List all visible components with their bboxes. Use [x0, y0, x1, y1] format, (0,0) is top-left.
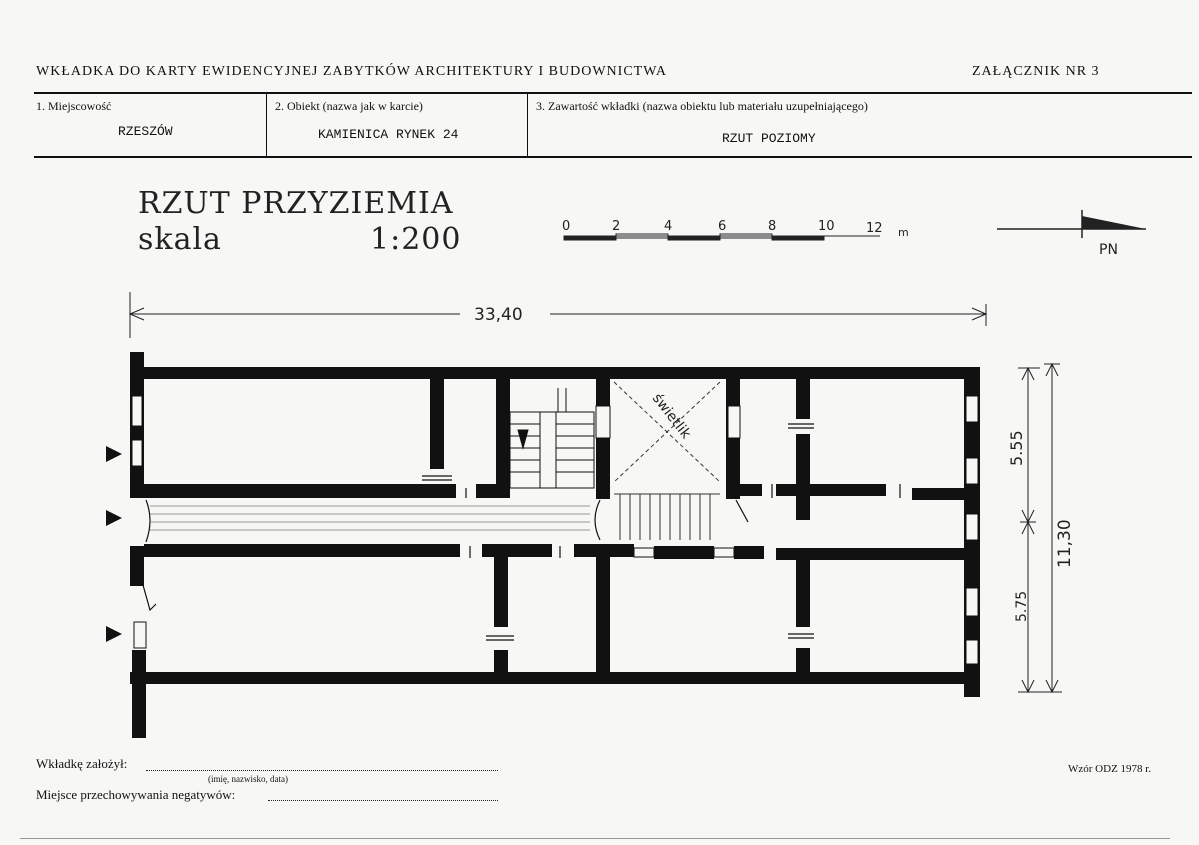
door-marks — [136, 424, 900, 640]
field-label-content: 3. Zawartość wkładki (nazwa obiektu lub materiału uzupełniającego) — [536, 99, 868, 113]
created-by-hint: (imię, nazwisko, data) — [208, 774, 288, 784]
corridor-hatching — [150, 506, 590, 530]
skylight-steps — [614, 494, 720, 540]
entrance-arrow-icons — [106, 446, 122, 642]
plan-scale-label: skala — [138, 222, 222, 257]
storage-field — [268, 800, 498, 801]
field-value-object: KAMIENICA RYNEK 24 — [318, 127, 459, 142]
created-by-label: Wkładkę założył: — [36, 756, 128, 771]
entrance-arrow-icon — [106, 510, 122, 526]
scale-tick-label: 0 — [562, 219, 571, 234]
plan-title: RZUT PRZYZIEMIA — [138, 186, 454, 221]
skylight-label: świetlik — [648, 390, 694, 442]
plan-scale-value: 1:200 — [370, 222, 462, 257]
entrance-arrow-icon — [106, 626, 122, 642]
scale-tick-label: 4 — [664, 219, 673, 234]
field-label-place: 1. Miejscowość — [36, 99, 112, 113]
dim-lower-label: 5.75 — [1014, 590, 1030, 622]
field-value-place: RZESZÓW — [118, 124, 173, 139]
staircase — [510, 388, 594, 488]
overall-length-label: 33,40 — [474, 305, 523, 325]
north-arrow-icon — [997, 210, 1146, 258]
scale-tick-label: 10 — [818, 219, 835, 234]
form-title: WKŁADKA DO KARTY EWIDENCYJNEJ ZABYTKÓW ARCHITEKTURY I BUDOWNICTWA — [36, 64, 667, 79]
building-walls — [130, 352, 980, 738]
created-by-field — [146, 770, 498, 771]
scale-tick-label: 12 — [866, 221, 883, 236]
page-edge-line — [20, 838, 1170, 839]
scale-bar — [564, 234, 880, 240]
overall-depth-label: 11,30 — [1055, 519, 1075, 568]
storage-label: Miejsce przechowywania negatywów: — [36, 787, 236, 802]
scale-unit: m — [898, 226, 909, 239]
scale-tick-label: 8 — [768, 219, 777, 234]
field-label-object: 2. Obiekt (nazwa jak w karcie) — [275, 99, 423, 113]
field-value-content: RZUT POZIOMY — [722, 131, 816, 146]
overall-length-dimension — [130, 292, 986, 338]
template-note: Wzór ODZ 1978 r. — [1068, 763, 1152, 775]
scale-tick-label: 2 — [612, 219, 621, 234]
scale-tick-label: 6 — [718, 219, 727, 234]
north-label: PN — [1099, 242, 1118, 258]
dim-upper-label: 5.55 — [1007, 430, 1026, 466]
entrance-arrow-icon — [106, 446, 122, 462]
annex-number: ZAŁĄCZNIK NR 3 — [972, 64, 1100, 79]
